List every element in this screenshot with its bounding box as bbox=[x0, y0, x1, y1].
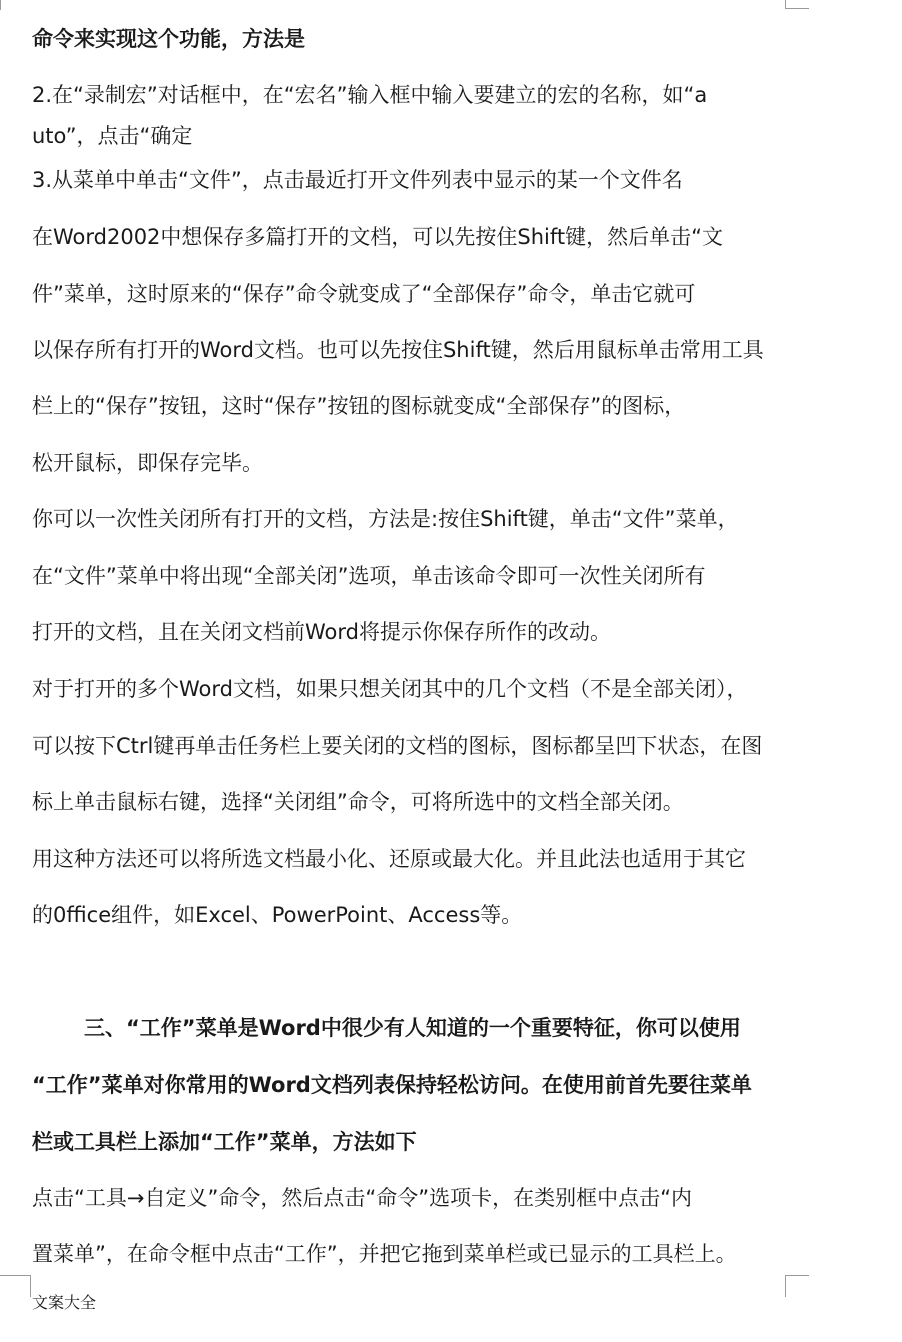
text-line: 件”菜单，这时原来的“保存”命令就变成了“全部保存”命令，单击它就可 bbox=[32, 282, 696, 306]
section-heading-line: 三、“工作”菜单是Word中很少有人知道的一个重要特征，你可以使用 bbox=[84, 1016, 741, 1040]
text-line: 打开的文档，且在关闭文档前Word将提示你保存所作的改动。 bbox=[32, 620, 611, 644]
crop-mark-top-left bbox=[0, 0, 1, 10]
text-line: 可以按下Ctrl键再单击任务栏上要关闭的文档的图标，图标都呈凹下状态，在图 bbox=[32, 734, 763, 758]
text-line: 对于打开的多个Word文档，如果只想关闭其中的几个文档（不是全部关闭）， bbox=[32, 677, 748, 701]
text-line: 在“文件”菜单中将出现“全部关闭”选项，单击该命令即可一次性关闭所有 bbox=[32, 564, 706, 588]
text-line: 命令来实现这个功能，方法是 bbox=[32, 27, 305, 51]
section-heading-line: 栏或工具栏上添加“工作”菜单，方法如下 bbox=[32, 1130, 417, 1154]
text-line: uto”，点击“确定 bbox=[32, 124, 193, 148]
crop-mark-bottom-right bbox=[785, 1275, 809, 1276]
page-footer: 文案大全 bbox=[32, 1293, 97, 1312]
text-line: 松开鼠标，即保存完毕。 bbox=[32, 451, 263, 475]
text-line: 你可以一次性关闭所有打开的文档，方法是:按住Shift键，单击“文件”菜单， bbox=[32, 507, 739, 531]
section-heading-line: “工作”菜单对你常用的Word文档列表保持轻松访问。在使用前首先要往菜单 bbox=[32, 1073, 752, 1097]
text-line: 以保存所有打开的Word文档。也可以先按住Shift键，然后用鼠标单击常用工具 bbox=[32, 338, 764, 362]
text-line: 点击“工具→自定义”命令，然后点击“命令”选项卡，在类别框中点击“内 bbox=[32, 1186, 692, 1210]
text-line: 在Word2002中想保存多篇打开的文档，可以先按住Shift键，然后单击“文 bbox=[32, 225, 724, 249]
text-line: 用这种方法还可以将所选文档最小化、还原或最大化。并且此法也适用于其它 bbox=[32, 847, 746, 871]
text-line: 3.从菜单中单击“文件”，点击最近打开文件列表中显示的某一个文件名 bbox=[32, 168, 683, 192]
text-line: 标上单击鼠标右键，选择“关闭组”命令，可将所选中的文档全部关闭。 bbox=[32, 790, 684, 814]
text-line: 2.在“录制宏”对话框中，在“宏名”输入框中输入要建立的宏的名称，如“a bbox=[32, 83, 708, 107]
crop-mark-top-right bbox=[785, 0, 786, 8]
text-line: 的0ffice组件，如Excel、PowerPoint、Access等。 bbox=[32, 903, 523, 927]
crop-mark-bottom-right-v bbox=[785, 1275, 786, 1297]
text-line: 栏上的“保存”按钮，这时“保存”按钮的图标就变成“全部保存”的图标， bbox=[32, 394, 686, 418]
text-line: 置菜单”，在命令框中点击“工作”，并把它拖到菜单栏或已显示的工具栏上。 bbox=[32, 1242, 737, 1266]
crop-mark-top-right-h bbox=[785, 8, 809, 9]
crop-mark-bottom-left-v bbox=[30, 1275, 31, 1297]
crop-mark-bottom-left bbox=[0, 1275, 30, 1276]
